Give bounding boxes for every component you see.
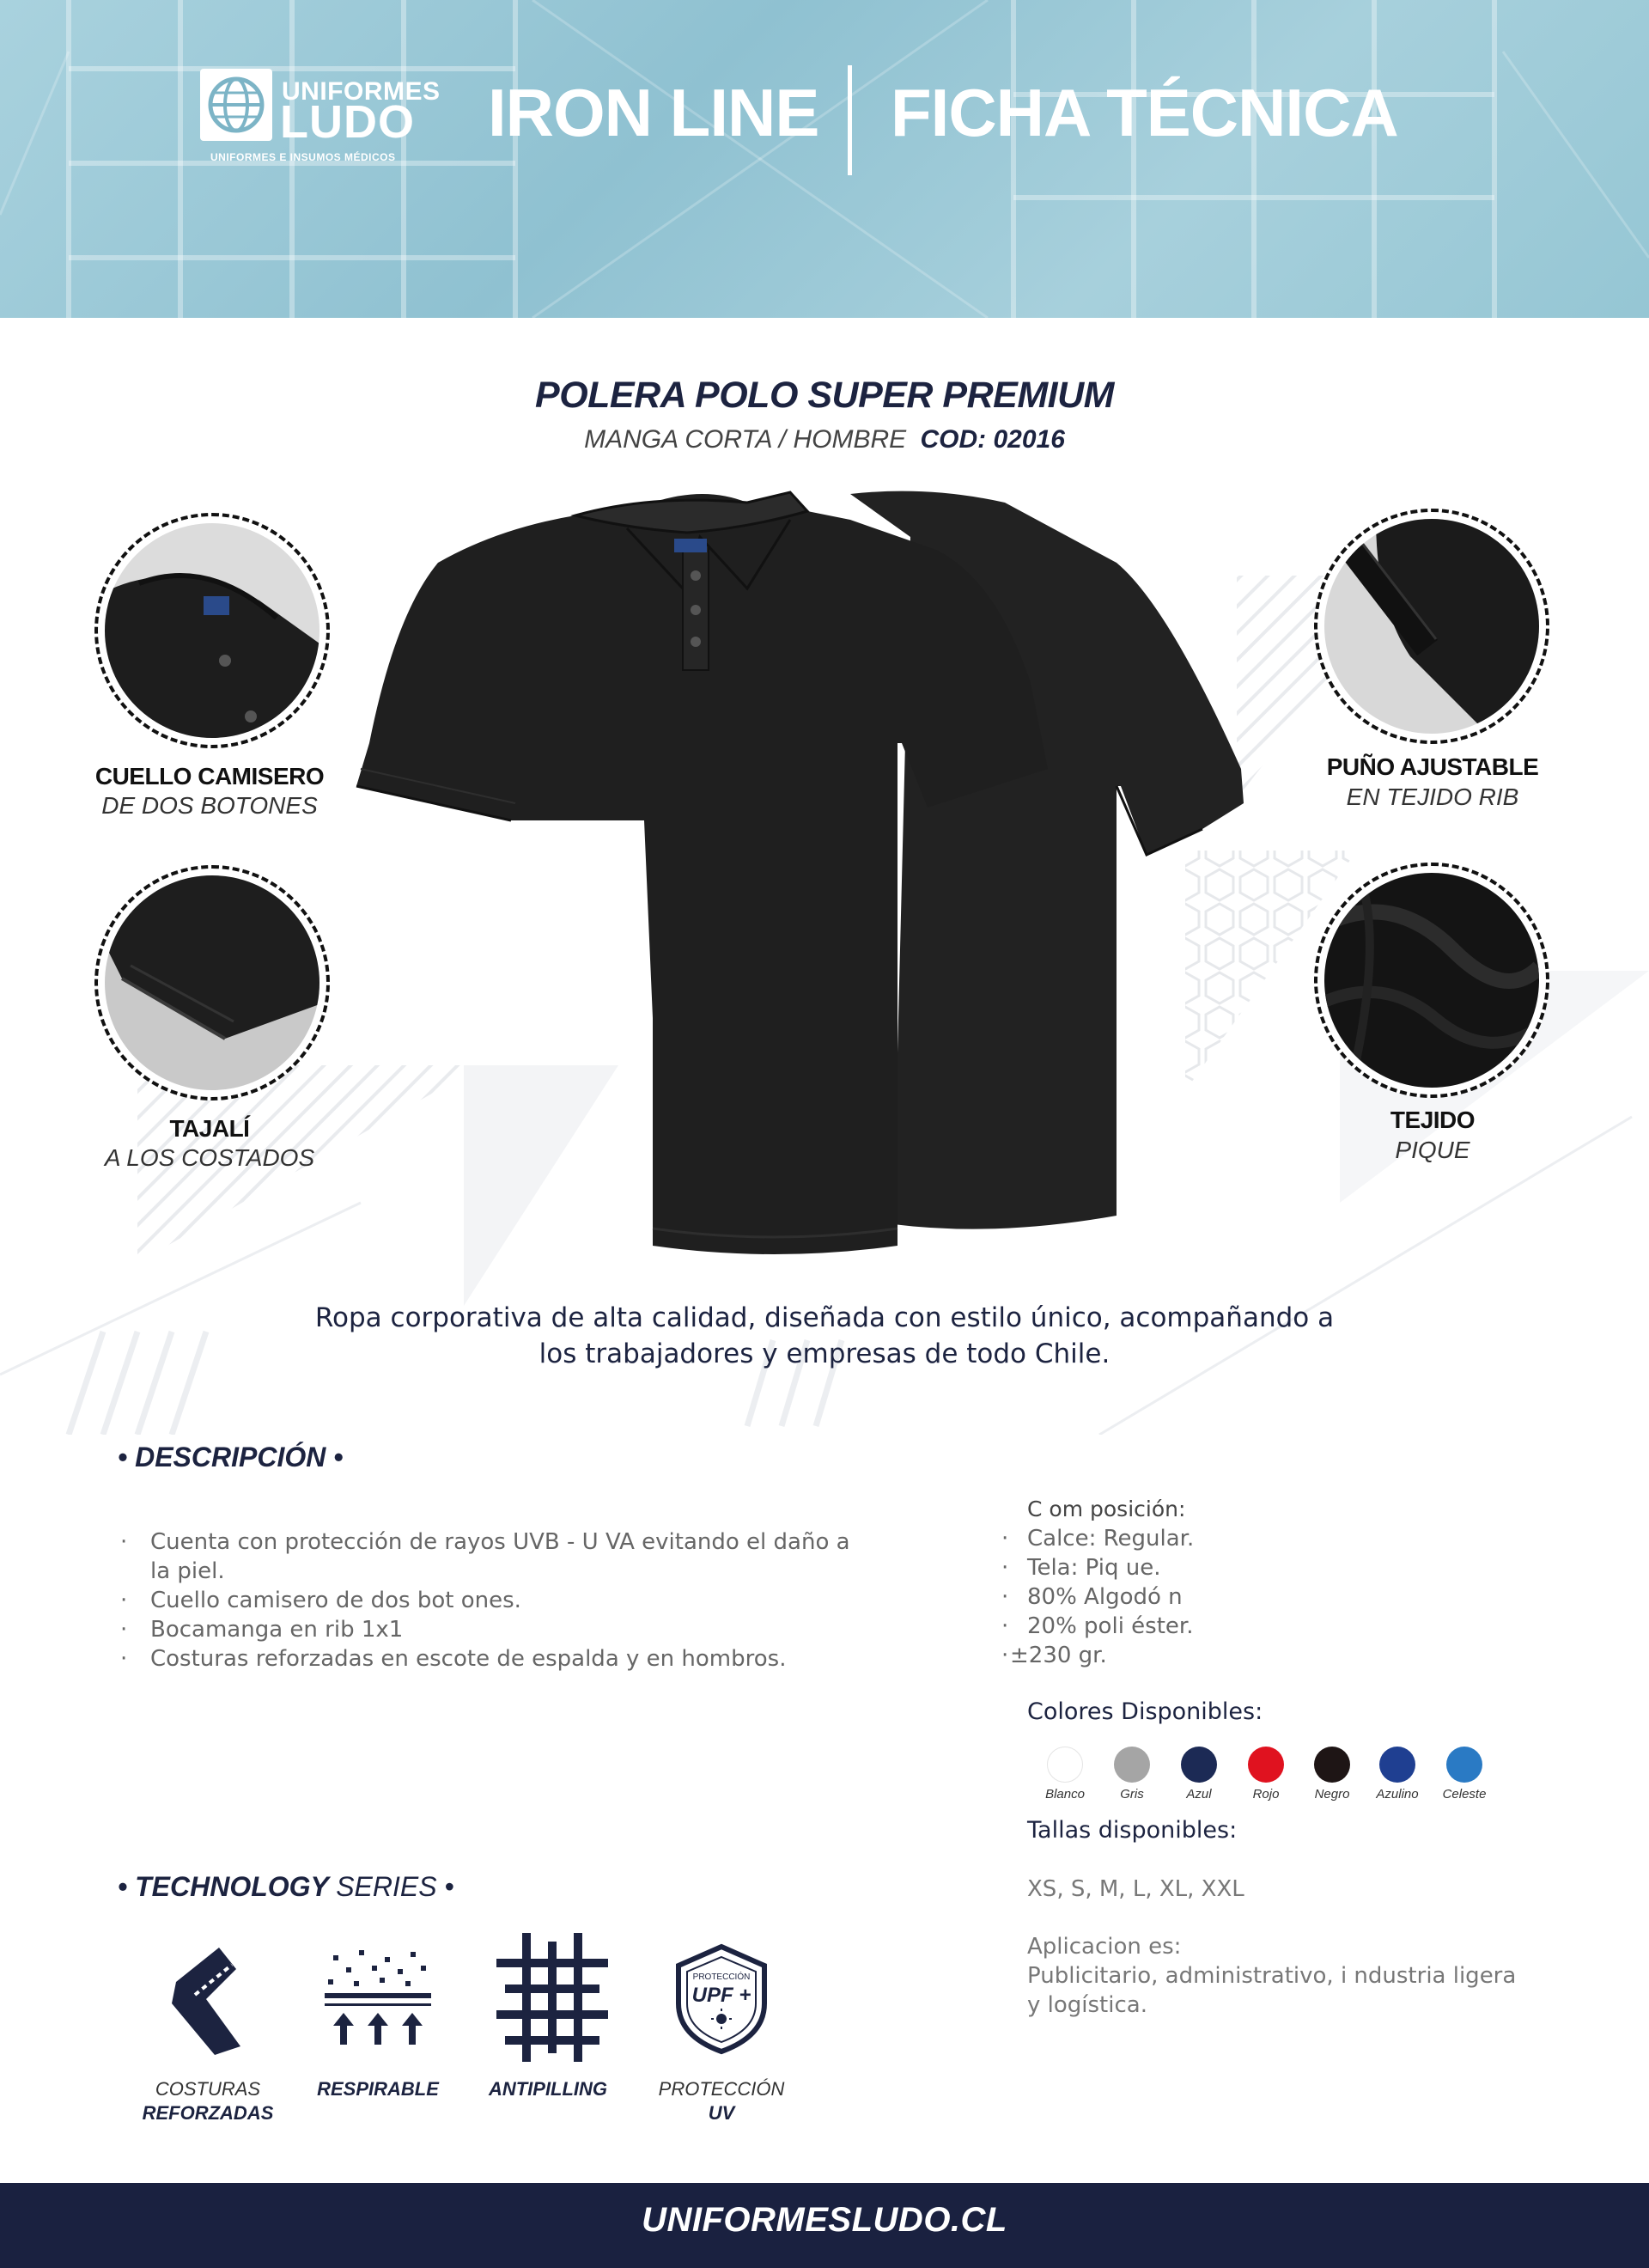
collar-detail-circle (94, 513, 330, 748)
slit-detail-image (105, 875, 319, 1090)
feature-collar-title: CUELLO CAMISERO (94, 763, 325, 790)
color-swatch-celeste (1446, 1747, 1482, 1783)
product-code: COD: 02016 (920, 425, 1065, 454)
tagline-line-1: Ropa corporativa de alta calidad, diseñada con estilo único, acompañando a (314, 1302, 1335, 1333)
tagline-line-2: los trabajadores y empresas de todo Chile. (539, 1338, 1110, 1369)
feature-fabric-title: TEJIDO (1390, 1107, 1476, 1133)
description-heading: • DESCRIPCIÓN • (118, 1442, 344, 1472)
stitching-icon (159, 1943, 253, 2055)
logo-globe-box (200, 69, 272, 141)
description-item: · Cuenta con protección de rayos UVB - U VA evitando el daño a la piel. (120, 1527, 859, 1586)
fabric-detail-image (1324, 873, 1539, 1088)
color-label: Blanco (1045, 1787, 1085, 1802)
cuff-detail-image (1324, 519, 1539, 734)
product-subtitle-row (0, 425, 1649, 454)
antipilling-icon (496, 1933, 608, 2062)
logo-brand-tagline: UNIFORMES E INSUMOS MÉDICOS (210, 151, 396, 163)
technology-heading (118, 1871, 454, 1903)
weight-value: · ±230 gr. (1001, 1643, 1107, 1668)
composition-item: · 80% Algodó n (1001, 1582, 1603, 1612)
upf-big-text: UPF + (691, 1984, 751, 2007)
description-item: · Bocamanga en rib 1x1 (120, 1615, 859, 1644)
color-swatch-rojo (1248, 1747, 1284, 1783)
sizes-values: XS, S, M, L, XL, XXL (1027, 1876, 1244, 1902)
color-label: Negro (1314, 1787, 1350, 1802)
description-list (120, 1527, 859, 1674)
breathable-icon (325, 1948, 431, 2052)
composition-item: · Calce: Regular. (1001, 1524, 1603, 1553)
description-item: · Cuello camisero de dos bot ones. (120, 1586, 859, 1615)
feature-fabric-subtitle: PIQUE (1395, 1137, 1470, 1163)
header-banner (0, 0, 1649, 318)
color-label: Azul (1186, 1787, 1212, 1802)
applications-line-2: y logística. (1027, 1992, 1147, 2018)
tech-label-breathable: RESPIRABLE (317, 2078, 439, 2100)
header-divider (848, 65, 852, 175)
sizes-title: Tallas disponibles: (1027, 1817, 1238, 1844)
color-label: Gris (1120, 1787, 1144, 1802)
logo-brand-main: LUDO (280, 96, 415, 148)
color-swatch-negro (1314, 1747, 1350, 1783)
composition-item: · 20% poli éster. (1001, 1612, 1603, 1641)
product-tagline (0, 1300, 1649, 1372)
feature-collar-subtitle: DE DOS BOTONES (101, 792, 318, 819)
composition-list (1001, 1524, 1603, 1641)
color-swatch-blanco (1047, 1747, 1083, 1783)
technology-heading-light: SERIES • (336, 1871, 454, 1902)
polo-shirt-image (344, 485, 1254, 1271)
feature-cuff-title: PUÑO AJUSTABLE (1326, 753, 1539, 780)
footer-website-link[interactable]: UNIFORMESLUDO.CL (642, 2201, 1007, 2239)
description-item: · Costuras reforzadas en escote de espalda y en hombros. (120, 1644, 859, 1674)
feature-slit-subtitle: A LOS COSTADOS (104, 1144, 315, 1171)
color-swatch-azulino (1379, 1747, 1415, 1783)
composition-label: C om posición: (1027, 1497, 1186, 1521)
upf-small-text: PROTECCIÓN (692, 1972, 751, 1982)
feature-cuff-subtitle: EN TEJIDO RIB (1346, 783, 1519, 810)
fabric-detail-circle (1314, 863, 1549, 1098)
product-subtitle: MANGA CORTA / HOMBRE (584, 425, 907, 454)
technology-heading-bold: • TECHNOLOGY (118, 1871, 329, 1902)
colors-title: Colores Disponibles: (1027, 1698, 1263, 1725)
weight-text: ±230 gr. (1010, 1643, 1107, 1668)
doc-type-title: FICHA TÉCNICA (891, 75, 1398, 150)
globe-icon (200, 69, 272, 141)
logo-brand-top: UNIFORMES (282, 77, 441, 106)
cuff-detail-circle (1314, 509, 1549, 744)
upf-shield-icon (672, 1943, 771, 2055)
tech-label-antipilling: ANTIPILLING (488, 2078, 608, 2100)
tech-label-stitching: COSTURAS REFORZADAS (142, 2078, 274, 2124)
color-label: Celeste (1442, 1787, 1487, 1802)
color-label: Rojo (1252, 1787, 1280, 1802)
slit-detail-circle (94, 865, 330, 1100)
collar-detail-image (105, 523, 319, 738)
tech-label-uv: PROTECCIÓN UV (658, 2078, 785, 2124)
applications-title: Aplicacion es: (1027, 1934, 1182, 1960)
color-swatch-azul (1181, 1747, 1217, 1783)
line-name-title: IRON LINE (488, 75, 819, 150)
color-label: Azulino (1376, 1787, 1419, 1802)
feature-slit-title: TAJALÍ (169, 1115, 250, 1142)
composition-item: · Tela: Piq ue. (1001, 1553, 1603, 1582)
product-name: POLERA POLO SUPER PREMIUM (535, 375, 1114, 416)
color-swatch-gris (1114, 1747, 1150, 1783)
applications-line-1: Publicitario, administrativo, i ndustria ligera (1027, 1963, 1517, 1989)
